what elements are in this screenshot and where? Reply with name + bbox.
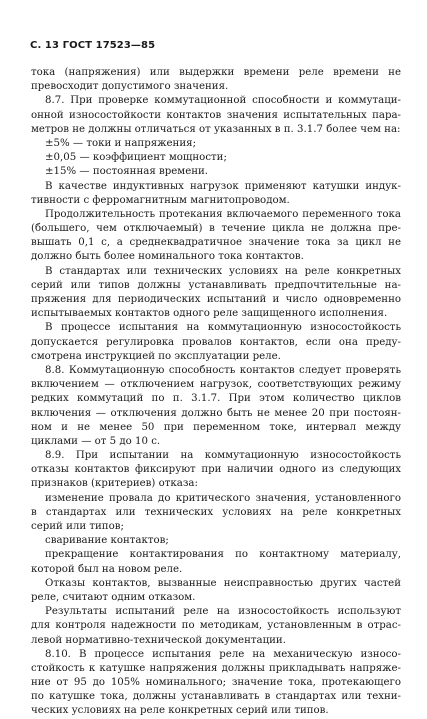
text-line: В качестве индуктивных нагрузок применяют катушки индук- <box>45 180 401 192</box>
text-line: превосходит допустимого значения. <box>31 81 229 93</box>
text-line: сваривание контактов; <box>45 535 169 547</box>
text-line: серий или типов должны устанавливать предпочтительные на- <box>31 279 401 291</box>
text-line: 8.8. Коммутационную способность контактов следует проверять <box>45 364 401 376</box>
text-line: В процессе испытания на коммутационную износостойкость <box>45 322 401 334</box>
text-line: ±15% — постоянная времени. <box>45 166 209 178</box>
text-line: редких коммутаций по п. 3.1.7. При этом количество циклов <box>31 393 401 405</box>
text-line: Результаты испытаний реле на износостойкость используют <box>45 606 401 618</box>
text-line: стойкость к катушке напряжения должны прикладывать напряже- <box>31 662 401 674</box>
text-line: ческих условиях на реле конкретных серий или типов. <box>31 705 329 717</box>
text-line: левой нормативно-технической документации. <box>31 634 286 646</box>
text-line: вышать 0,1 с, а среднеквадратичное значение тока за цикл не <box>31 237 401 249</box>
text-line: 8.10. В процессе испытания реле на механическую износо- <box>45 648 401 660</box>
text-line: ±0,05 — коэффициент мощности; <box>45 152 227 164</box>
text-line: онной износостойкости контактов значения испытательных пара- <box>31 109 401 121</box>
text-line: Продолжительность протекания включаемого переменного тока <box>45 208 401 220</box>
text-line: испытываемых контактов одного реле защищенного исполнения. <box>31 308 388 320</box>
text-line: метров не должны отличаться от указанных в п. 3.1.7 более чем на: <box>31 123 401 135</box>
text-line: отказы контактов фиксируют при наличии одного из следующих <box>31 464 401 476</box>
text-line: циклами — от 5 до 10 с. <box>31 435 161 447</box>
page-header: С. 13 ГОСТ 17523—85 <box>30 40 156 51</box>
text-line: признаков (критериев) отказа: <box>31 478 198 490</box>
text-line: ном и не менее 50 при переменном токе, интервал между <box>31 421 401 433</box>
text-line: Отказы контактов, вызванные неисправностью других частей <box>45 577 401 589</box>
document-body <box>31 66 401 719</box>
text-line: 8.7. При проверке коммутационной способности и коммутаци- <box>45 95 401 107</box>
text-line: пряжения для периодических испытаний и число одновременно <box>31 294 401 305</box>
text-line: по катушке тока, должны устанавливать в стандартах или техни- <box>31 691 401 703</box>
text-line: (большего, чем отключаемый) в течение цикла не должна пре- <box>31 223 401 235</box>
text-line: тивности с ферромагнитным магнитопроводом. <box>31 194 290 206</box>
text-line: должно быть более номинального тока контактов. <box>31 251 304 263</box>
text-line: В стандартах или технических условиях на реле конкретных <box>45 265 401 277</box>
text-line: в стандартах или технических условиях на реле конкретных <box>31 506 401 518</box>
text-line: реле, считают одним отказом. <box>31 591 196 603</box>
text-line: тока (напряжения) или выдержки времени реле времени не <box>31 67 401 78</box>
text-line: которой был на новом реле. <box>31 563 183 575</box>
text-line: включения — отключения должно быть не менее 20 при постоян- <box>31 407 401 419</box>
text-line: ние от 95 до 105% номинального; значение тока, протекающего <box>31 677 401 689</box>
text-line: для контроля надежности по методикам, установленным в отрас- <box>31 620 401 632</box>
text-line: серий или типов; <box>31 521 124 532</box>
text-line: 8.9. При испытании на коммутационную износостойкость <box>45 450 401 462</box>
text-line: смотрена инструкцией по эксплуатации реле. <box>31 350 281 362</box>
text-line: изменение провала до критического значения, установленного <box>45 492 401 504</box>
text-line: ±5% — токи и напряжения; <box>45 137 196 149</box>
text-line: допускается регулировка провалов контактов, если она преду- <box>31 336 401 348</box>
text-line: включением — отключением нагрузок, соответствующих режиму <box>31 379 401 391</box>
text-line: прекращение контактирования по контактному материалу, <box>45 549 401 561</box>
